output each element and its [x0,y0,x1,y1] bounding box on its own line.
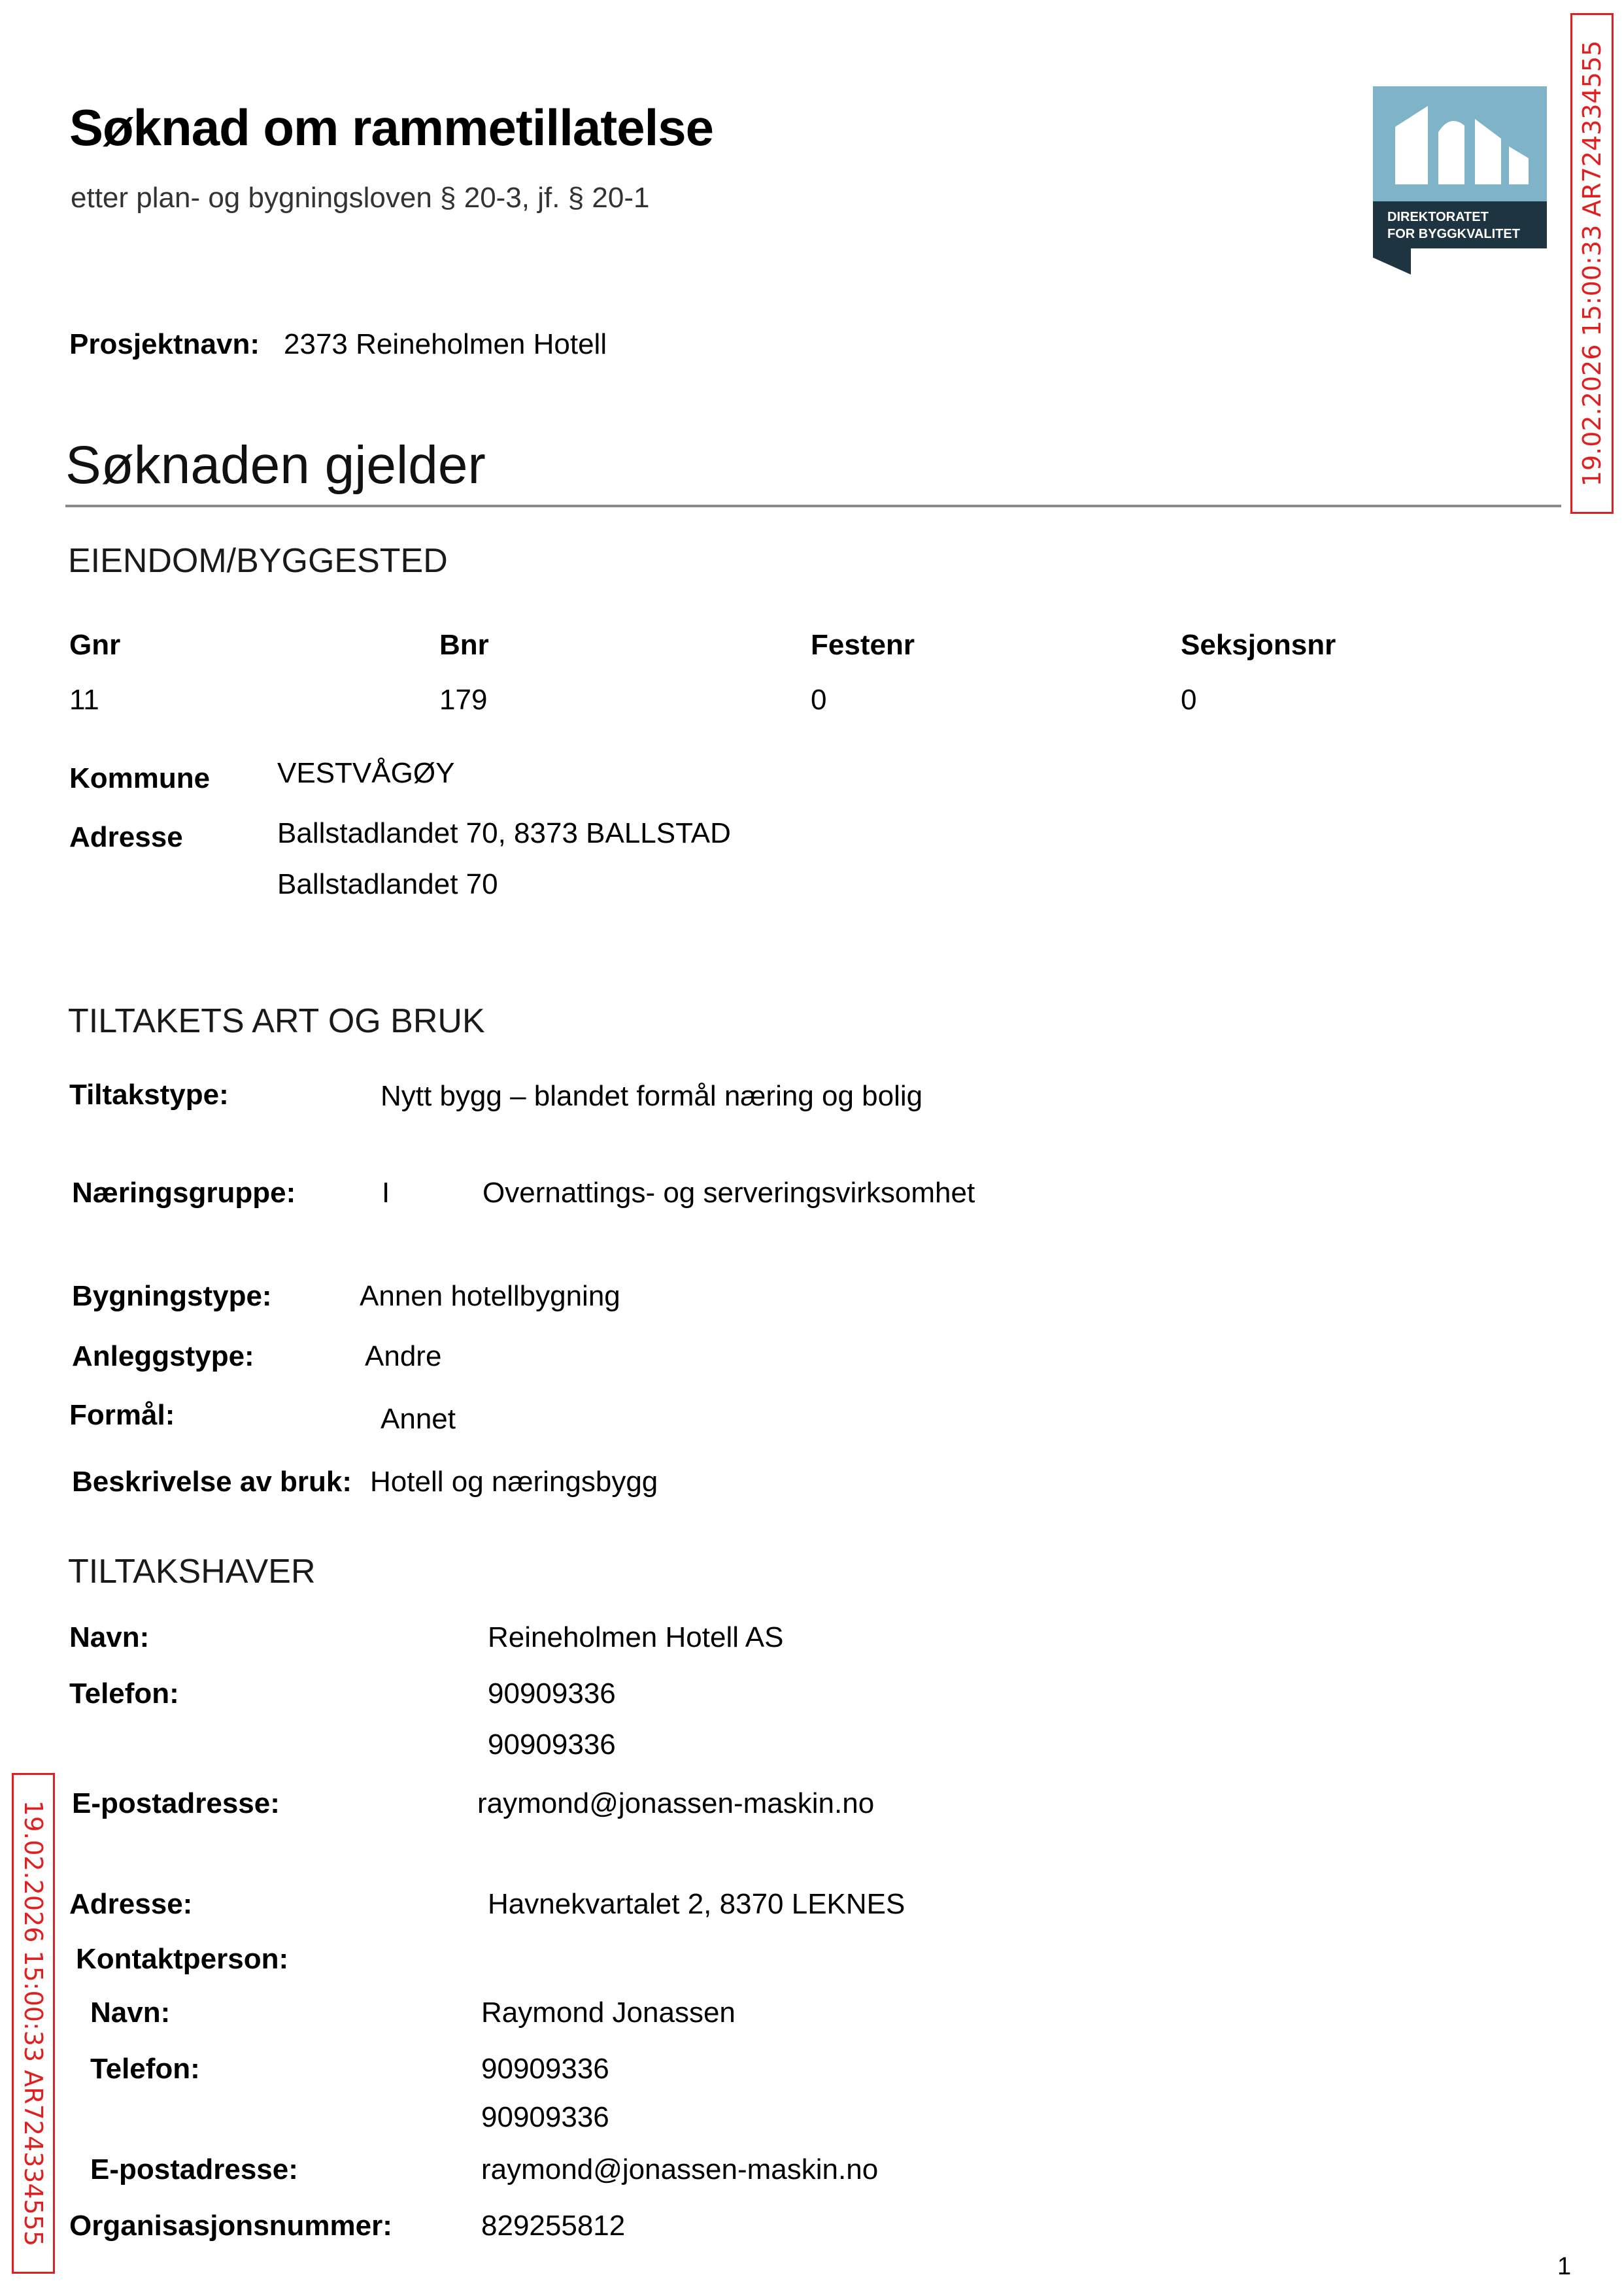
adresse-line2: Ballstadlandet 70 [277,868,498,900]
kontakt-epost-label: E-postadresse: [90,2153,298,2185]
logo-text-line1: DIREKTORATET [1387,210,1489,224]
formal-label: Formål: [69,1399,175,1431]
gnr-value: 11 [69,684,99,716]
received-stamp-left-text: 19.02.2026 15:00:33 AR724334555 [19,1800,48,2247]
gnr-label: Gnr [69,629,121,661]
festenr-value: 0 [811,684,827,716]
adresse-line1: Ballstadlandet 70, 8373 BALLSTAD [277,817,731,849]
kontakt-telefon-value-2: 90909336 [481,2101,609,2133]
seksjonsnr-value: 0 [1181,684,1197,716]
tiltakshaver-epost-label: E-postadresse: [72,1787,280,1819]
kommune-label: Kommune [69,762,211,794]
anleggstype-label: Anleggstype: [72,1340,254,1372]
bnr-label: Bnr [439,629,489,661]
tiltakshaver-adresse-label: Adresse: [69,1888,193,1920]
formal-value: Annet [381,1403,456,1435]
festenr-label: Festenr [811,629,915,661]
tiltakshaver-telefon-value-1: 90909336 [488,1678,616,1710]
section-heading: Søknaden gjelder [65,435,486,495]
eiendom-section-title: EIENDOM/BYGGESTED [68,542,448,580]
naeringsgruppe-label: Næringsgruppe: [72,1177,296,1209]
tiltakshaver-epost-value: raymond@jonassen-maskin.no [477,1787,875,1819]
kontakt-telefon-value-1: 90909336 [481,2053,609,2085]
kontakt-navn-label: Navn: [90,1997,171,2029]
tiltakshaver-navn-label: Navn: [69,1621,150,1653]
tiltakshaver-telefon-label: Telefon: [69,1678,179,1710]
tiltakshaver-navn-value: Reineholmen Hotell AS [488,1621,784,1653]
bygningstype-label: Bygningstype: [72,1280,272,1312]
tiltakshaver-telefon-value-2: 90909336 [488,1729,616,1761]
anleggstype-value: Andre [365,1340,442,1372]
tiltakstype-value: Nytt bygg – blandet formål næring og bolig [381,1080,923,1112]
tiltakshaver-adresse-value: Havnekvartalet 2, 8370 LEKNES [488,1888,905,1920]
tiltakstype-label: Tiltakstype: [69,1079,229,1111]
kontakt-epost-value: raymond@jonassen-maskin.no [481,2153,879,2185]
page-number: 1 [1557,2253,1572,2280]
received-stamp-left [12,1773,55,2274]
organisasjonsnummer-value: 829255812 [481,2210,626,2242]
bygningstype-value: Annen hotellbygning [360,1280,620,1312]
heading-divider [65,505,1561,507]
beskrivelse-label: Beskrivelse av bruk: [72,1466,352,1498]
project-name-label: Prosjektnavn: [69,328,260,360]
kommune-value: VESTVÅGØY [277,757,455,789]
kontakt-telefon-label: Telefon: [90,2053,200,2085]
adresse-label: Adresse [69,821,183,853]
received-stamp-top-text: 19.02.2026 15:00:33 AR724334555 [1578,40,1607,487]
project-name-value: 2373 Reineholmen Hotell [284,328,607,360]
dibk-logo [1373,86,1547,275]
document-title: Søknad om rammetillatelse [69,99,714,156]
received-stamp-top [1570,13,1614,514]
kontaktperson-label: Kontaktperson: [76,1943,289,1975]
tiltak-section-title: TILTAKETS ART OG BRUK [68,1002,485,1040]
naeringsgruppe-value: Overnattings- og serveringsvirksomhet [482,1177,975,1209]
logo-text-line2: FOR BYGGKVALITET [1387,227,1520,241]
document-subtitle: etter plan- og bygningsloven § 20-3, jf. § 20-1 [71,182,650,214]
beskrivelse-value: Hotell og næringsbygg [370,1466,658,1498]
kontakt-navn-value: Raymond Jonassen [481,1997,736,2029]
naeringsgruppe-code: I [382,1177,390,1209]
bnr-value: 179 [439,684,488,716]
tiltakshaver-section-title: TILTAKSHAVER [68,1553,316,1591]
seksjonsnr-label: Seksjonsnr [1181,629,1336,661]
organisasjonsnummer-label: Organisasjonsnummer: [69,2210,392,2242]
